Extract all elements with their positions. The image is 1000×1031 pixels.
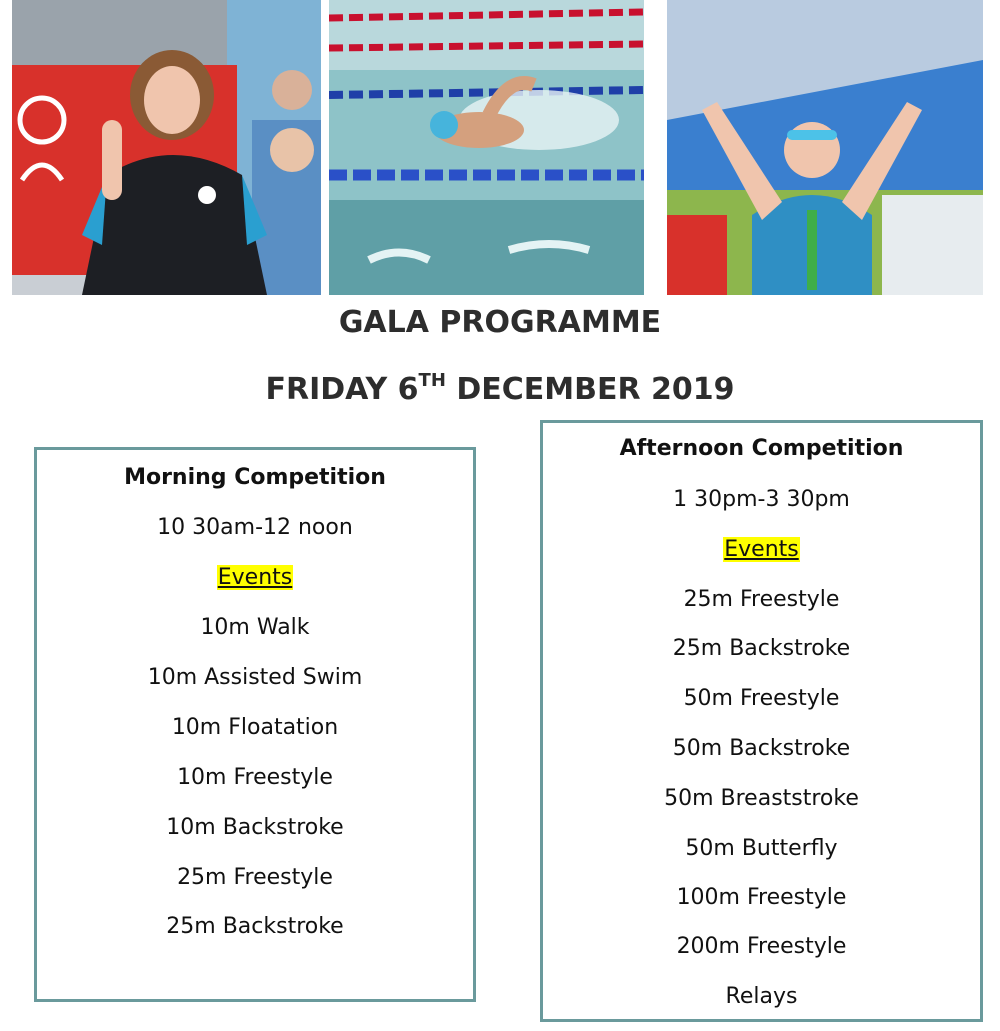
afternoon-time: 1 30pm-3 30pm	[673, 487, 850, 512]
morning-time: 10 30am-12 noon	[157, 515, 353, 540]
list-item: 25m Backstroke	[672, 636, 851, 661]
list-item: 10m Assisted Swim	[147, 665, 363, 690]
list-item: 50m Freestyle	[683, 686, 840, 711]
list-item: 25m Backstroke	[166, 914, 344, 939]
afternoon-heading: Afternoon Competition	[619, 436, 904, 461]
list-item: 25m Freestyle	[177, 865, 333, 890]
photo-swimmer-pool	[329, 0, 644, 295]
events-highlight: Events	[724, 537, 799, 562]
afternoon-events-label	[543, 537, 980, 563]
photo-athlete-celebrating	[667, 0, 983, 295]
events-highlight: Events	[217, 565, 293, 590]
date-rest: DECEMBER 2019	[445, 372, 735, 407]
event-date	[0, 372, 1000, 407]
list-item: 50m Breaststroke	[664, 786, 859, 811]
afternoon-competition-box	[540, 420, 983, 1022]
list-item: 10m Floatation	[171, 715, 339, 740]
date-ordinal-suffix: TH	[418, 370, 446, 391]
list-item: 10m Walk	[200, 615, 310, 640]
list-item: Relays	[725, 984, 798, 1009]
list-item: 10m Backstroke	[166, 815, 344, 840]
morning-events-label	[37, 565, 473, 591]
list-item: 200m Freestyle	[676, 934, 847, 959]
page-title: GALA PROGRAMME	[338, 305, 662, 340]
list-item: 100m Freestyle	[676, 885, 847, 910]
photo-athlete-medal	[12, 0, 321, 295]
date-prefix: FRIDAY 6	[265, 372, 419, 407]
morning-competition-box	[34, 447, 476, 1002]
list-item: 25m Freestyle	[683, 587, 840, 612]
list-item: 50m Backstroke	[672, 736, 851, 761]
list-item: 10m Freestyle	[177, 765, 333, 790]
list-item: 50m Butterfly	[685, 836, 838, 861]
morning-heading: Morning Competition	[124, 465, 386, 490]
